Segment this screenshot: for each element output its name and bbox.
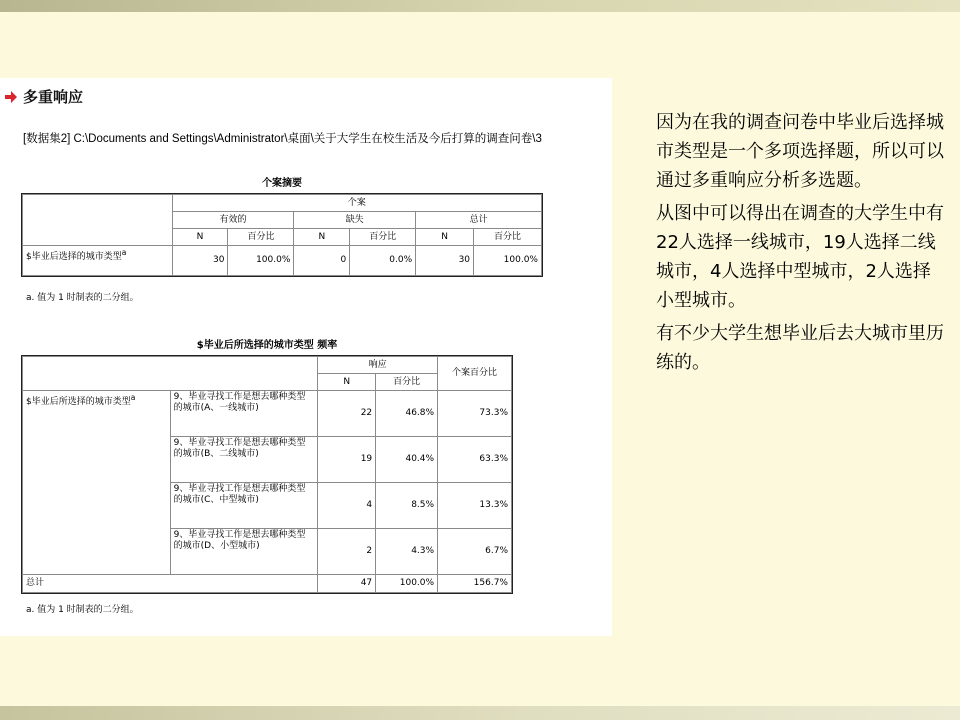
frequency-case-pct: 73.3% <box>438 391 512 437</box>
case-summary-table <box>22 194 542 276</box>
sub-header: N <box>416 229 474 246</box>
col-group-missing: 缺失 <box>294 212 416 229</box>
frequency-total-n: 47 <box>318 575 376 593</box>
frequency-case-pct: 63.3% <box>438 437 512 483</box>
frequency-pct: 46.8% <box>376 391 438 437</box>
frequency-corner <box>23 357 318 391</box>
frequency-row-label: 9、毕业寻找工作是想去哪种类型的城市(B、二线城市) <box>170 437 318 483</box>
col-group-total: 总计 <box>416 212 542 229</box>
sub-header: 百分比 <box>228 229 294 246</box>
description-text <box>656 108 946 381</box>
case-pct-header: 个案百分比 <box>438 357 512 391</box>
description-paragraph-3: 有不少大学生想毕业后去大城市里历练的。 <box>656 323 944 373</box>
case-value: 100.0% <box>474 246 542 276</box>
case-row-label: $毕业后选择的城市类型$^a$ <box>23 246 173 276</box>
bottom-band <box>0 706 960 720</box>
frequency-n: 2 <box>318 529 376 575</box>
case-value: 0 <box>294 246 350 276</box>
n-header: N <box>318 374 376 391</box>
frequency-n: 22 <box>318 391 376 437</box>
sub-header: 百分比 <box>474 229 542 246</box>
description-paragraph-2: 从图中可以得出在调查的大学生中有22人选择一线城市，19人选择二线城市，4人选择中型城市，2人选择小型城市。 <box>656 203 944 311</box>
case-summary-title: 个案摘要 <box>262 178 302 189</box>
case-value: 100.0% <box>228 246 294 276</box>
sub-header: N <box>172 229 228 246</box>
dataset-path: [数据集2] C:\Documents and Settings\Administrator\桌面\关于大学生在校生活及今后打算的调查问卷\3 <box>23 133 542 145</box>
frequency-case-pct: 13.3% <box>438 483 512 529</box>
description-paragraph-1: 因为在我的调查问卷中毕业后选择城市类型是一个多项选择题，所以可以通过多重响应分析多选题。 <box>656 112 944 191</box>
frequency-case-pct: 6.7% <box>438 529 512 575</box>
col-group-valid: 有效的 <box>172 212 294 229</box>
case-group-header: 个案 <box>172 195 541 212</box>
heading-row <box>4 86 83 107</box>
section-heading: 多重响应 <box>23 88 84 106</box>
case-value: 30 <box>172 246 228 276</box>
response-header: 响应 <box>318 357 438 374</box>
frequency-row-label: 9、毕业寻找工作是想去哪种类型的城市(C、中型城市) <box>170 483 318 529</box>
frequency-total-pct: 100.0% <box>376 575 438 593</box>
spss-output-panel <box>0 78 612 636</box>
frequency-title: $毕业后所选择的城市类型 频率 <box>196 340 338 351</box>
case-value: 0.0% <box>350 246 416 276</box>
case-summary-corner <box>23 195 173 246</box>
arrow-right-icon <box>4 90 18 104</box>
case-value: 30 <box>416 246 474 276</box>
top-band <box>0 0 960 12</box>
case-summary-footnote: a. 值为 1 时制表的二分组。 <box>26 293 139 303</box>
frequency-row-label: 9、毕业寻找工作是想去哪种类型的城市(D、小型城市) <box>170 529 318 575</box>
frequency-pct: 8.5% <box>376 483 438 529</box>
pct-header: 百分比 <box>376 374 438 391</box>
frequency-pct: 4.3% <box>376 529 438 575</box>
frequency-total-case-pct: 156.7% <box>438 575 512 593</box>
frequency-footnote: a. 值为 1 时制表的二分组。 <box>26 605 139 615</box>
frequency-table <box>22 356 512 593</box>
frequency-group-label: $毕业后所选择的城市类型$^a$ <box>23 391 171 575</box>
frequency-n: 4 <box>318 483 376 529</box>
frequency-pct: 40.4% <box>376 437 438 483</box>
frequency-n: 19 <box>318 437 376 483</box>
frequency-row-label: 9、毕业寻找工作是想去哪种类型的城市(A、一线城市) <box>170 391 318 437</box>
sub-header: 百分比 <box>350 229 416 246</box>
frequency-total-label: 总计 <box>23 575 318 593</box>
sub-header: N <box>294 229 350 246</box>
